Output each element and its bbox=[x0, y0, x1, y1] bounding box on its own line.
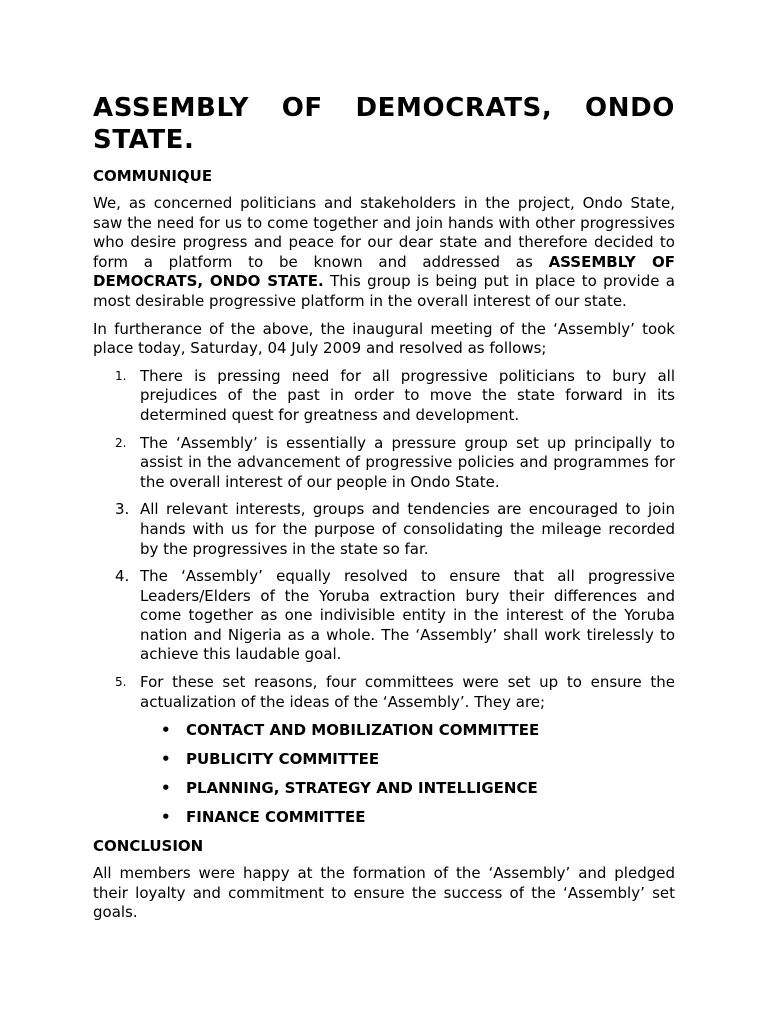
resolution-number: 4. bbox=[115, 567, 130, 586]
resolution-text: The ‘Assembly’ equally resolved to ensure that all progressive Leaders/Elders of the Yoruba extraction bury their differences and come together as one indivisible entity in the interest of the Yoruba nation and Nigeria as a whole. The ‘Assembly’ shall work tirelessly to achieve this laudable goal. bbox=[140, 567, 675, 664]
document-page bbox=[93, 92, 675, 931]
resolution-text: All relevant interests, groups and tendencies are encouraged to join hands with us for the purpose of consolidating the mileage recorded by the progressives in the state so far. bbox=[140, 500, 675, 558]
resolution-number: 3. bbox=[115, 500, 130, 519]
committees-list bbox=[93, 720, 675, 827]
communique-heading: COMMUNIQUE bbox=[93, 167, 213, 185]
bullet-icon: • bbox=[161, 779, 171, 798]
resolution-text: For these set reasons, four committees were set up to ensure the actualization of the ideas of the ‘Assembly’. They are; bbox=[140, 673, 675, 711]
conclusion-paragraph: All members were happy at the formation of the ‘Assembly’ and pledged their loyalty and commitment to ensure the success of the ‘Assembly’ set goals. bbox=[93, 864, 675, 922]
intro-paragraph bbox=[93, 194, 675, 312]
resolution-item bbox=[93, 367, 675, 426]
intro-text-after: This group is being put in place to provide a most desirable progressive platform in the overall interest of our state. bbox=[93, 272, 675, 310]
committee-name: FINANCE COMMITTEE bbox=[186, 808, 366, 827]
committee-item bbox=[93, 720, 675, 740]
resolution-item bbox=[93, 673, 675, 712]
resolution-number: 2. bbox=[115, 435, 127, 450]
resolution-number: 5. bbox=[115, 675, 127, 690]
resolution-text: There is pressing need for all progressive politicians to bury all prejudices of the past in order to move the state forward in its determined quest for greatness and development. bbox=[140, 366, 675, 424]
conclusion-heading: CONCLUSION bbox=[93, 837, 204, 856]
bullet-icon: • bbox=[161, 750, 171, 769]
bullet-icon: • bbox=[161, 808, 171, 827]
bullet-icon: • bbox=[161, 721, 171, 740]
intro-text-before: We, as concerned politicians and stakeholders in the project, Ondo State, saw the need for us to come together and join hands with other progressives who desire progress and peace for our dear state and therefore decided to form a platform to be known and addressed as bbox=[93, 194, 675, 271]
committee-item bbox=[93, 778, 675, 798]
committee-item bbox=[93, 807, 675, 827]
meeting-paragraph: In furtherance of the above, the inaugural meeting of the ‘Assembly’ took place today, Saturday, 04 July 2009 and resolved as follows; bbox=[93, 319, 675, 358]
committee-name: PLANNING, STRATEGY AND INTELLIGENCE bbox=[186, 779, 538, 798]
committee-name: PUBLICITY COMMITTEE bbox=[186, 750, 380, 769]
document-title: ASSEMBLY OF DEMOCRATS, ONDO STATE. bbox=[93, 93, 675, 155]
resolution-number: 1. bbox=[115, 368, 127, 383]
committee-name: CONTACT AND MOBILIZATION COMMITTEE bbox=[186, 721, 540, 740]
committee-item bbox=[93, 749, 675, 769]
resolution-item bbox=[93, 500, 675, 559]
resolution-text: The ‘Assembly’ is essentially a pressure group set up principally to assist in the advancement of progressive policies and programmes for the overall interest of our people in Ondo State. bbox=[140, 433, 675, 491]
intro-bold-name: ASSEMBLY OF DEMOCRATS, ONDO STATE. bbox=[93, 252, 676, 291]
resolution-item bbox=[93, 567, 675, 665]
resolution-item bbox=[93, 434, 675, 493]
resolutions-list bbox=[93, 367, 675, 713]
